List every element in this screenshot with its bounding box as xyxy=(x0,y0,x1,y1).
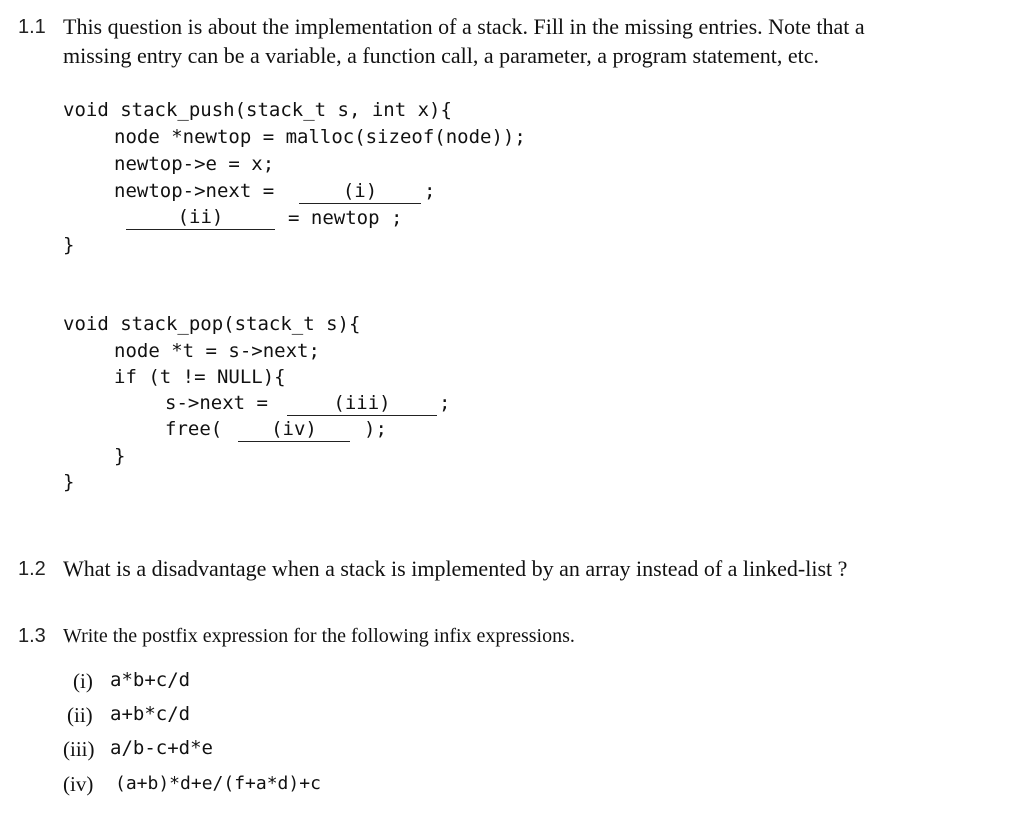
infix-item-expression: (a+b)*d+e/(f+a*d)+c xyxy=(115,773,321,794)
blank-i-label: (i) xyxy=(342,180,378,202)
push-line-next-suffix: ; xyxy=(424,180,436,202)
push-line-next-prefix: newtop->next = xyxy=(114,180,275,202)
pop-signature: void stack_pop(stack_t s){ xyxy=(63,313,361,335)
question-1-1-line-1: This question is about the implementation of a stack. Fill in the missing entries. Note that a xyxy=(63,14,865,39)
pop-line-if: if (t != NULL){ xyxy=(114,366,286,388)
blank-iv xyxy=(238,418,350,442)
blank-iv-label: (iv) xyxy=(271,418,317,440)
push-close-brace: } xyxy=(63,234,75,256)
question-number-1-2: 1.2 xyxy=(18,558,46,580)
infix-item-label: (iii) xyxy=(63,737,95,761)
blank-iii xyxy=(287,392,437,416)
pop-line-next-suffix: ; xyxy=(439,392,451,414)
infix-item-label: (ii) xyxy=(67,703,93,727)
push-line-newtop-suffix: = newtop ; xyxy=(288,207,403,229)
question-number-1-1: 1.1 xyxy=(18,16,46,38)
infix-item-expression: a*b+c/d xyxy=(110,669,191,691)
pop-line-free-prefix: free( xyxy=(165,418,223,440)
push-line-assign-e: newtop->e = x; xyxy=(114,153,275,175)
blank-i xyxy=(299,180,421,204)
question-1-1-line-2: missing entry can be a variable, a function call, a parameter, a program statement, etc. xyxy=(63,43,819,68)
infix-item-label: (i) xyxy=(73,669,93,693)
pop-line-next-prefix: s->next = xyxy=(165,392,268,414)
push-line-malloc: node *newtop = malloc(sizeof(node)); xyxy=(114,126,526,148)
question-number-1-3: 1.3 xyxy=(18,625,46,647)
pop-close-brace: } xyxy=(63,471,75,493)
blank-iii-label: (iii) xyxy=(333,392,391,414)
pop-line-node-t: node *t = s->next; xyxy=(114,340,320,362)
question-1-3-text: Write the postfix expression for the following infix expressions. xyxy=(63,625,575,647)
infix-item-label: (iv) xyxy=(63,772,94,796)
question-1-2-text: What is a disadvantage when a stack is implemented by an array instead of a linked-list ? xyxy=(63,556,848,581)
push-signature: void stack_push(stack_t s, int x){ xyxy=(63,99,452,121)
pop-line-free-suffix: ); xyxy=(364,418,387,440)
blank-ii xyxy=(126,206,275,230)
blank-ii-label: (ii) xyxy=(177,206,224,228)
pop-inner-close-brace: } xyxy=(114,445,126,467)
infix-item-expression: a+b*c/d xyxy=(110,703,191,725)
infix-item-expression: a/b-c+d*e xyxy=(110,737,213,759)
